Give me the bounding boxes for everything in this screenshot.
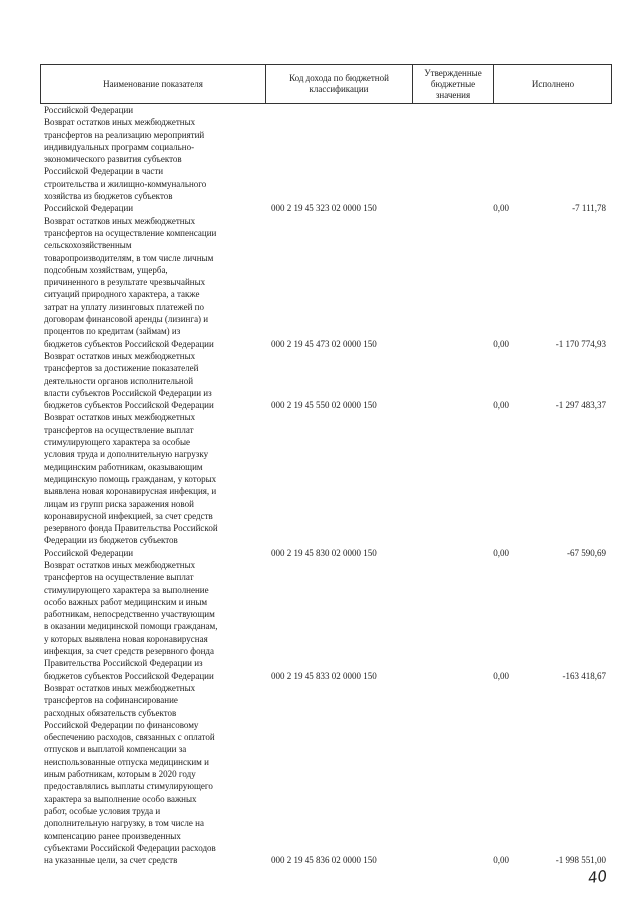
row-name [44,215,262,350]
row-name [44,682,262,866]
row-name-line: подсобным хозяйствам, ущерба, [44,264,168,275]
row-name-line: деятельности органов исполнительной [44,375,194,386]
row-name-line: дополнительную нагрузку, в том числе на [44,818,204,829]
row-name-line: власти субъектов Российской Федерации из [44,387,212,398]
row-name-line: стимулирующего характера за выполнение [44,584,209,595]
row-name-line: трансфертов на софинансирование [44,695,178,706]
row-approved: 0,00 [493,203,509,214]
row-name-line: компенсацию ранее произведенных [44,830,181,841]
row-name-line: строительства и жилищно-коммунального [44,178,207,189]
row-code: 000 2 19 45 830 02 0000 150 [271,547,377,558]
row-name-line: бюджетов субъектов Российской Федерации [44,670,214,681]
table-row [44,682,614,866]
row-name-line: причиненного в результате чрезвычайных [44,277,206,288]
row-approved: 0,00 [493,855,509,866]
table-row [44,215,614,350]
row-name-line: лицам из групп риска заражения новой [44,498,194,509]
row-code: 000 2 19 45 833 02 0000 150 [271,670,377,681]
row-name-line: трансфертов на осуществление выплат [44,424,194,435]
row-executed: -163 418,67 [562,670,606,681]
row-name-line: Российской Федерации в части [44,166,164,177]
row-executed: -1 297 483,37 [555,400,606,411]
row-name-line: Возврат остатков иных межбюджетных [44,117,196,128]
table-header [40,64,612,104]
row-executed: -7 111,78 [572,203,606,214]
row-name-line: экономического развития субъектов [44,154,182,165]
row-name-line: бюджетов субъектов Российской Федерации [44,400,214,411]
row-name-line: трансфертов на осуществление компенсации [44,227,217,238]
row-name-line: Возврат остатков иных межбюджетных [44,559,196,570]
row-name-line: Российской Федерации [44,547,134,558]
row-name-line: выявлена новая коронавирусная инфекция, и [44,486,217,497]
table-row [44,116,614,214]
intro-line: Российской Федерации [44,105,134,115]
row-code: 000 2 19 45 836 02 0000 150 [271,855,377,866]
row-executed: -67 590,69 [567,547,606,558]
row-name-line: затрат на уплату лизинговых платежей по [44,301,204,312]
row-name-line: процентов по кредитам (займам) из [44,326,181,337]
row-approved: 0,00 [493,338,509,349]
row-name [44,350,262,411]
row-name-line: обеспечению расходов, связанных с оплатой [44,732,215,743]
row-name-line: индивидуальных программ социально- [44,141,195,152]
row-name-line: хозяйства из бюджетов субъектов [44,191,173,202]
header-executed: Исполнено [531,78,575,89]
row-name-line: субъектами Российской Федерации расходов [44,842,216,853]
row-name-line: инфекция, за счет средств резервного фонда [44,646,214,657]
row-name-line: расходных обязательств субъектов [44,707,177,718]
row-approved: 0,00 [493,670,509,681]
row-approved: 0,00 [493,547,509,558]
row-name-line: Возврат остатков иных межбюджетных [44,682,196,693]
table-row [44,559,614,682]
row-name-line: бюджетов субъектов Российской Федерации [44,338,214,349]
row-name-line: на указанные цели, за счет средств [44,855,178,866]
row-name-line: отпусков и выплатой компенсации за [44,744,187,755]
page-number: 40 [586,866,609,888]
row-executed: -1 998 551,00 [555,855,606,866]
row-name-line: Правительства Российской Федерации из [44,658,203,669]
row-name-line: трансфертов на осуществление выплат [44,572,194,583]
row-name-line: коронавирусной инфекцией, за счет средств [44,510,213,521]
row-name-line: товаропроизводителям, в том числе личным [44,252,214,263]
row-name-line: особо важных работ медицинским и иным [44,596,208,607]
row-name-line: характера за выполнение особо важных [44,793,197,804]
row-name-line: медицинским работникам, оказывающим [44,461,203,472]
row-name-line: стимулирующего характера за особые [44,437,191,448]
row-name-line: иным работникам, которым в 2020 году [44,769,196,780]
row-code: 000 2 19 45 473 02 0000 150 [271,338,377,349]
row-name-line: неиспользованные отпуска медицинским и [44,756,209,767]
row-code: 000 2 19 45 323 02 0000 150 [271,203,377,214]
row-name-line: трансфертов за достижение показателей [44,363,199,374]
row-name-line: Возврат остатков иных межбюджетных [44,350,196,361]
row-name-line: Федерации из бюджетов субъектов [44,535,178,546]
row-name-line: работникам, непосредственно участвующим [44,609,215,620]
row-name-line: резервного фонда Правительства Российской [44,523,218,534]
row-name-line: Возврат остатков иных межбюджетных [44,215,196,226]
row-approved: 0,00 [493,400,509,411]
header-name: Наименование показателя [103,78,203,89]
row-name-line: у которых выявлена новая коронавирусная [44,633,208,644]
row-name-line: договорам финансовой аренды (лизинга) и [44,314,209,325]
table-row [44,411,614,559]
row-name-line: в оказании медицинской помощи гражданам, [44,621,218,632]
row-name-line: трансфертов на реализацию мероприятий [44,129,205,140]
row-name-line: сельскохозяйственным [44,240,132,251]
table-body [44,104,614,866]
table-row [44,350,614,411]
row-code: 000 2 19 45 550 02 0000 150 [271,400,377,411]
header-approved: Утвержденные бюджетные значения [424,67,482,100]
row-executed: -1 170 774,93 [555,338,606,349]
row-name-line: медицинскую помощь гражданам, у которых [44,473,217,484]
header-code: Код дохода по бюджетной классификации [289,73,389,94]
row-name-line: условия труда и дополнительную нагрузку [44,449,209,460]
row-name [44,411,262,559]
row-name-line: Возврат остатков иных межбюджетных [44,412,196,423]
row-name-line: Российской Федерации [44,203,134,214]
row-name-line: Российской Федерации по финансовому [44,719,199,730]
row-name [44,559,262,682]
row-name-line: работ, особые условия труда и [44,805,161,816]
row-name-line: предоставлялись выплаты стимулирующего [44,781,213,792]
row-name [44,116,262,214]
row-name-line: ситуаций природного характера, а также [44,289,200,300]
